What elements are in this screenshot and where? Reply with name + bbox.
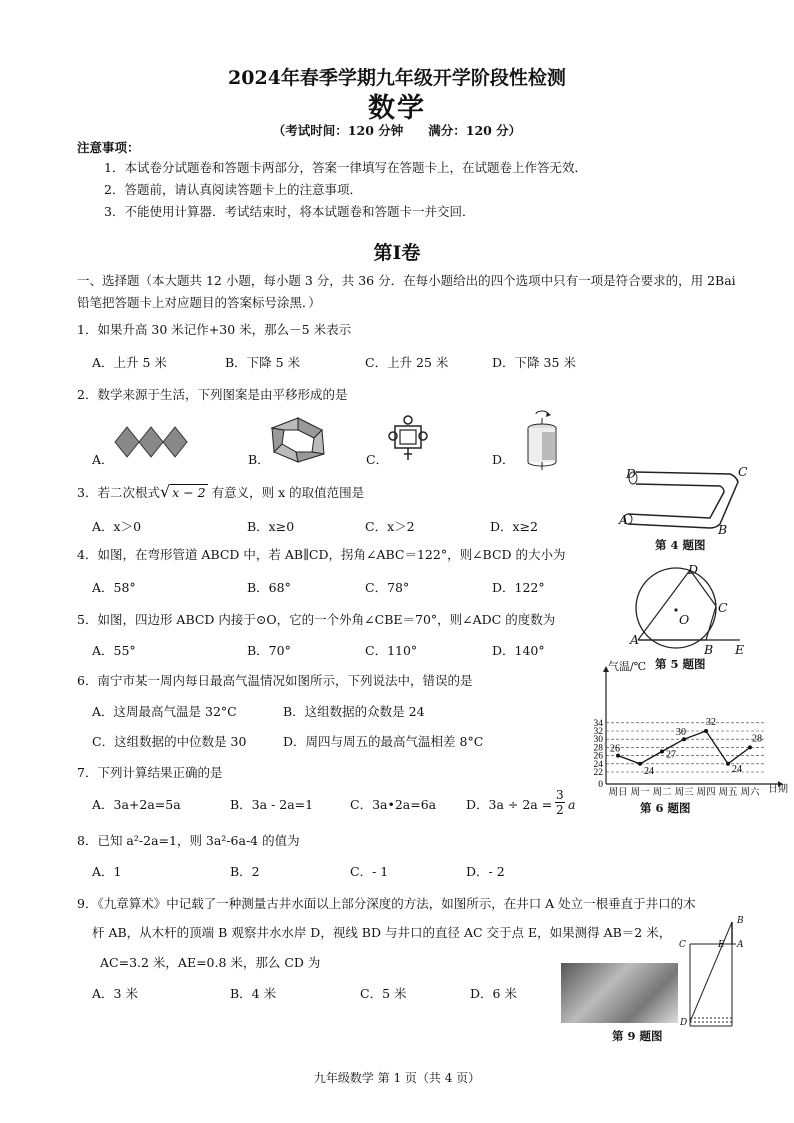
q2-option-c: C．: [366, 452, 389, 467]
sqrt-sign-icon: √: [159, 482, 171, 501]
data-label: 32: [706, 717, 716, 728]
q1-option-c: C．上升 25 米: [365, 355, 449, 370]
part-title: 第Ⅰ卷: [373, 242, 421, 264]
fig5-label-d: D: [688, 562, 699, 577]
q8-option-b: B．2: [230, 864, 260, 879]
q1-option-a: A．上升 5 米: [92, 355, 167, 370]
q7-option-a: A．3a+2a=5a: [92, 797, 181, 812]
q2-rotational-pattern-figure: [268, 416, 328, 464]
fig5-label-a: A: [630, 632, 640, 647]
fig5-circle-diagram: [626, 568, 746, 652]
fraction-denominator: 2: [556, 803, 564, 817]
note-item-1: 1．本试卷分试题卷和答题卡两部分，答案一律填写在答题卡上，在试题卷上作答无效．: [104, 160, 587, 175]
fig5-label-c: C: [718, 600, 728, 615]
q4-option-d: D．122°: [492, 580, 545, 595]
fig4-label-b: B: [718, 522, 728, 537]
q9-line1: 9．《九章算术》中记载了一种测量古井水面以上部分深度的方法，如图所示，在井口 A 处立一根垂直于井口的木: [77, 896, 696, 911]
data-label: 27: [666, 749, 676, 761]
q2-cylinder-rotation-figure: [520, 410, 564, 472]
q9-option-d: D．6 米: [470, 986, 517, 1001]
exam-title: 2024年春季学期九年级开学阶段性检测: [228, 67, 566, 89]
q3-option-c: C．x＞2: [365, 519, 415, 534]
data-point: [726, 762, 730, 766]
q9-option-b: B．4 米: [230, 986, 277, 1001]
fig4-pipe-diagram: [620, 462, 755, 534]
q6-option-d: D．周四与周五的最高气温相差 8°C: [283, 734, 484, 749]
q9-line2: 杆 AB，从木杆的顶端 B 观察井水水岸 D，视线 BD 与井口的直径 AC 交于点 E，如果测得 AB＝2 米，: [92, 925, 672, 940]
fraction-numerator: 3: [556, 788, 564, 802]
x-tick-label: 周四: [696, 788, 716, 798]
q8-stem: 8．已知 a²-2a=1，则 3a²-6a-4 的值为: [77, 833, 300, 848]
y-tick-label: 30: [593, 735, 603, 746]
q7-option-c: C．3a•2a=6a: [350, 797, 437, 812]
q7-fraction: [555, 788, 565, 817]
fig5-label-b: B: [704, 642, 714, 657]
q6-option-a: A．这周最高气温是 32°C: [92, 704, 237, 719]
q9-line3: AC=3.2 米，AE=0.8 米，那么 CD 为: [100, 955, 321, 970]
x-tick-label: 周一: [630, 788, 650, 798]
data-point: [660, 750, 664, 754]
fig4-caption: 第 4 题图: [655, 538, 706, 552]
q7-option-b: B．3a - 2a=1: [230, 797, 314, 812]
chart-ylabel: 气温/℃: [608, 660, 647, 673]
q5-option-a: A．55°: [92, 643, 136, 658]
q8-option-a: A．1: [92, 864, 122, 879]
data-label: 26: [610, 743, 620, 755]
q3-stem-post: 有意义，则 x 的取值范围是: [211, 485, 365, 500]
data-label: 28: [752, 733, 762, 745]
fig5-label-o: O: [679, 612, 690, 627]
fig5-label-e: E: [735, 642, 745, 657]
fig9-label-d: D: [680, 1018, 688, 1028]
x-tick-label: 周日: [608, 788, 628, 798]
note-item-3: 3．不能使用计算器．考试结束时，将本试题卷和答题卡一并交回．: [104, 204, 475, 219]
fig9-caption: 第 9 题图: [612, 1029, 663, 1043]
q2-rhombus-pattern-figure: [115, 425, 187, 459]
q9-option-a: A．3 米: [92, 986, 138, 1001]
q5-option-c: C．110°: [365, 643, 418, 658]
fig6-caption: 第 6 题图: [640, 801, 691, 815]
q1-option-d: D．下降 35 米: [492, 355, 576, 370]
x-tick-label: 周二: [652, 788, 672, 798]
fig5-caption: 第 5 题图: [655, 657, 706, 671]
y-tick-label: 32: [593, 727, 603, 737]
q7-stem: 7．下列计算结果正确的是: [77, 765, 223, 780]
q2-chinese-knot-figure: [386, 414, 430, 464]
q2-option-a: A．: [92, 452, 114, 467]
q6-option-c: C．这组数据的中位数是 30: [92, 734, 247, 749]
q8-option-c: C．- 1: [350, 864, 389, 879]
data-point: [748, 745, 752, 749]
q4-option-c: C．78°: [365, 580, 410, 595]
q1-stem: 1．如果升高 30 米记作+30 米，那么－5 米表示: [77, 322, 352, 337]
x-tick-label: 周六: [740, 788, 760, 798]
fraction-variable: a: [568, 797, 576, 812]
q2-option-b: B．: [248, 452, 270, 467]
q3-stem-pre: 3．若二次根式: [77, 485, 160, 500]
x-tick-label: 周三: [674, 788, 694, 798]
x-tick-label: 周五: [718, 788, 738, 798]
y-tick-label: 22: [593, 768, 603, 778]
q2-option-d: D．: [492, 452, 515, 467]
data-point: [638, 762, 642, 766]
q1-option-b: B．下降 5 米: [225, 355, 301, 370]
q2-stem: 2．数学来源于生活，下列图案是由平移形成的是: [77, 387, 348, 402]
q8-option-d: D．- 2: [466, 864, 505, 879]
exam-info: （考试时间：120 分钟 满分：120 分）: [272, 123, 522, 138]
q3-stem: [77, 484, 364, 501]
section-instructions-line1: 一、选择题（本大题共 12 小题，每小题 3 分，共 36 分．在每小题给出的四个选项中只有一项是符合要求的，用 2Bai: [77, 273, 736, 288]
q3-radicand: x − 2: [172, 485, 206, 500]
y-tick-label: 24: [593, 759, 603, 770]
fig9-well-photo: [561, 963, 678, 1023]
data-label: 24: [732, 763, 742, 775]
subject-title: 数学: [368, 93, 426, 124]
q3-option-d: D．x≥2: [490, 519, 538, 534]
fig9-label-e: E: [718, 940, 725, 950]
y-tick-label: 0: [598, 780, 603, 790]
q6-option-b: B．这组数据的众数是 24: [283, 704, 425, 719]
y-tick-label: 34: [593, 718, 603, 729]
fig9-label-c: C: [679, 940, 686, 950]
page-footer: 九年级数学 第 1 页（共 4 页）: [313, 1071, 481, 1085]
fig9-label-b: B: [737, 916, 744, 926]
q3-option-a: A．x＞0: [92, 519, 142, 534]
q4-option-a: A．58°: [92, 580, 136, 595]
chart-xlabel: 日期: [768, 784, 788, 795]
fig4-label-d: D: [626, 466, 637, 481]
notes-heading: 注意事项：: [77, 140, 140, 155]
q7-option-d: D．3a ÷ 2a =: [466, 797, 553, 812]
fig9-label-a: A: [737, 940, 744, 950]
y-tick-label: 26: [593, 751, 603, 762]
note-item-2: 2．答题前，请认真阅读答题卡上的注意事项．: [104, 182, 362, 197]
q4-option-b: B．68°: [247, 580, 291, 595]
q4-stem: 4．如图，在弯形管道 ABCD 中，若 AB∥CD，拐角∠ABC＝122°，则∠BCD 的大小为: [77, 547, 566, 562]
data-point: [704, 729, 708, 733]
q3-option-b: B．x≥0: [247, 519, 295, 534]
q5-option-b: B．70°: [247, 643, 291, 658]
y-tick-label: 28: [593, 743, 603, 754]
q5-option-d: D．140°: [492, 643, 545, 658]
fig6-temperature-chart: [584, 660, 784, 800]
fig9-well-diagram: [688, 918, 750, 1038]
data-label: 30: [676, 727, 686, 739]
section-instructions-line2: 铅笔把答题卡上对应题目的答案标号涂黑．）: [77, 295, 321, 310]
q5-stem: 5．如图，四边形 ABCD 内接于⊙O，它的一个外角∠CBE＝70°，则∠ADC 的度数为: [77, 612, 556, 627]
fig4-label-c: C: [738, 464, 748, 479]
fig4-label-a: A: [619, 512, 629, 527]
data-label: 24: [644, 765, 654, 777]
q6-stem: 6．南宁市某一周内每日最高气温情况如图所示，下列说法中，错误的是: [77, 673, 473, 688]
q9-option-c: C．5 米: [360, 986, 407, 1001]
